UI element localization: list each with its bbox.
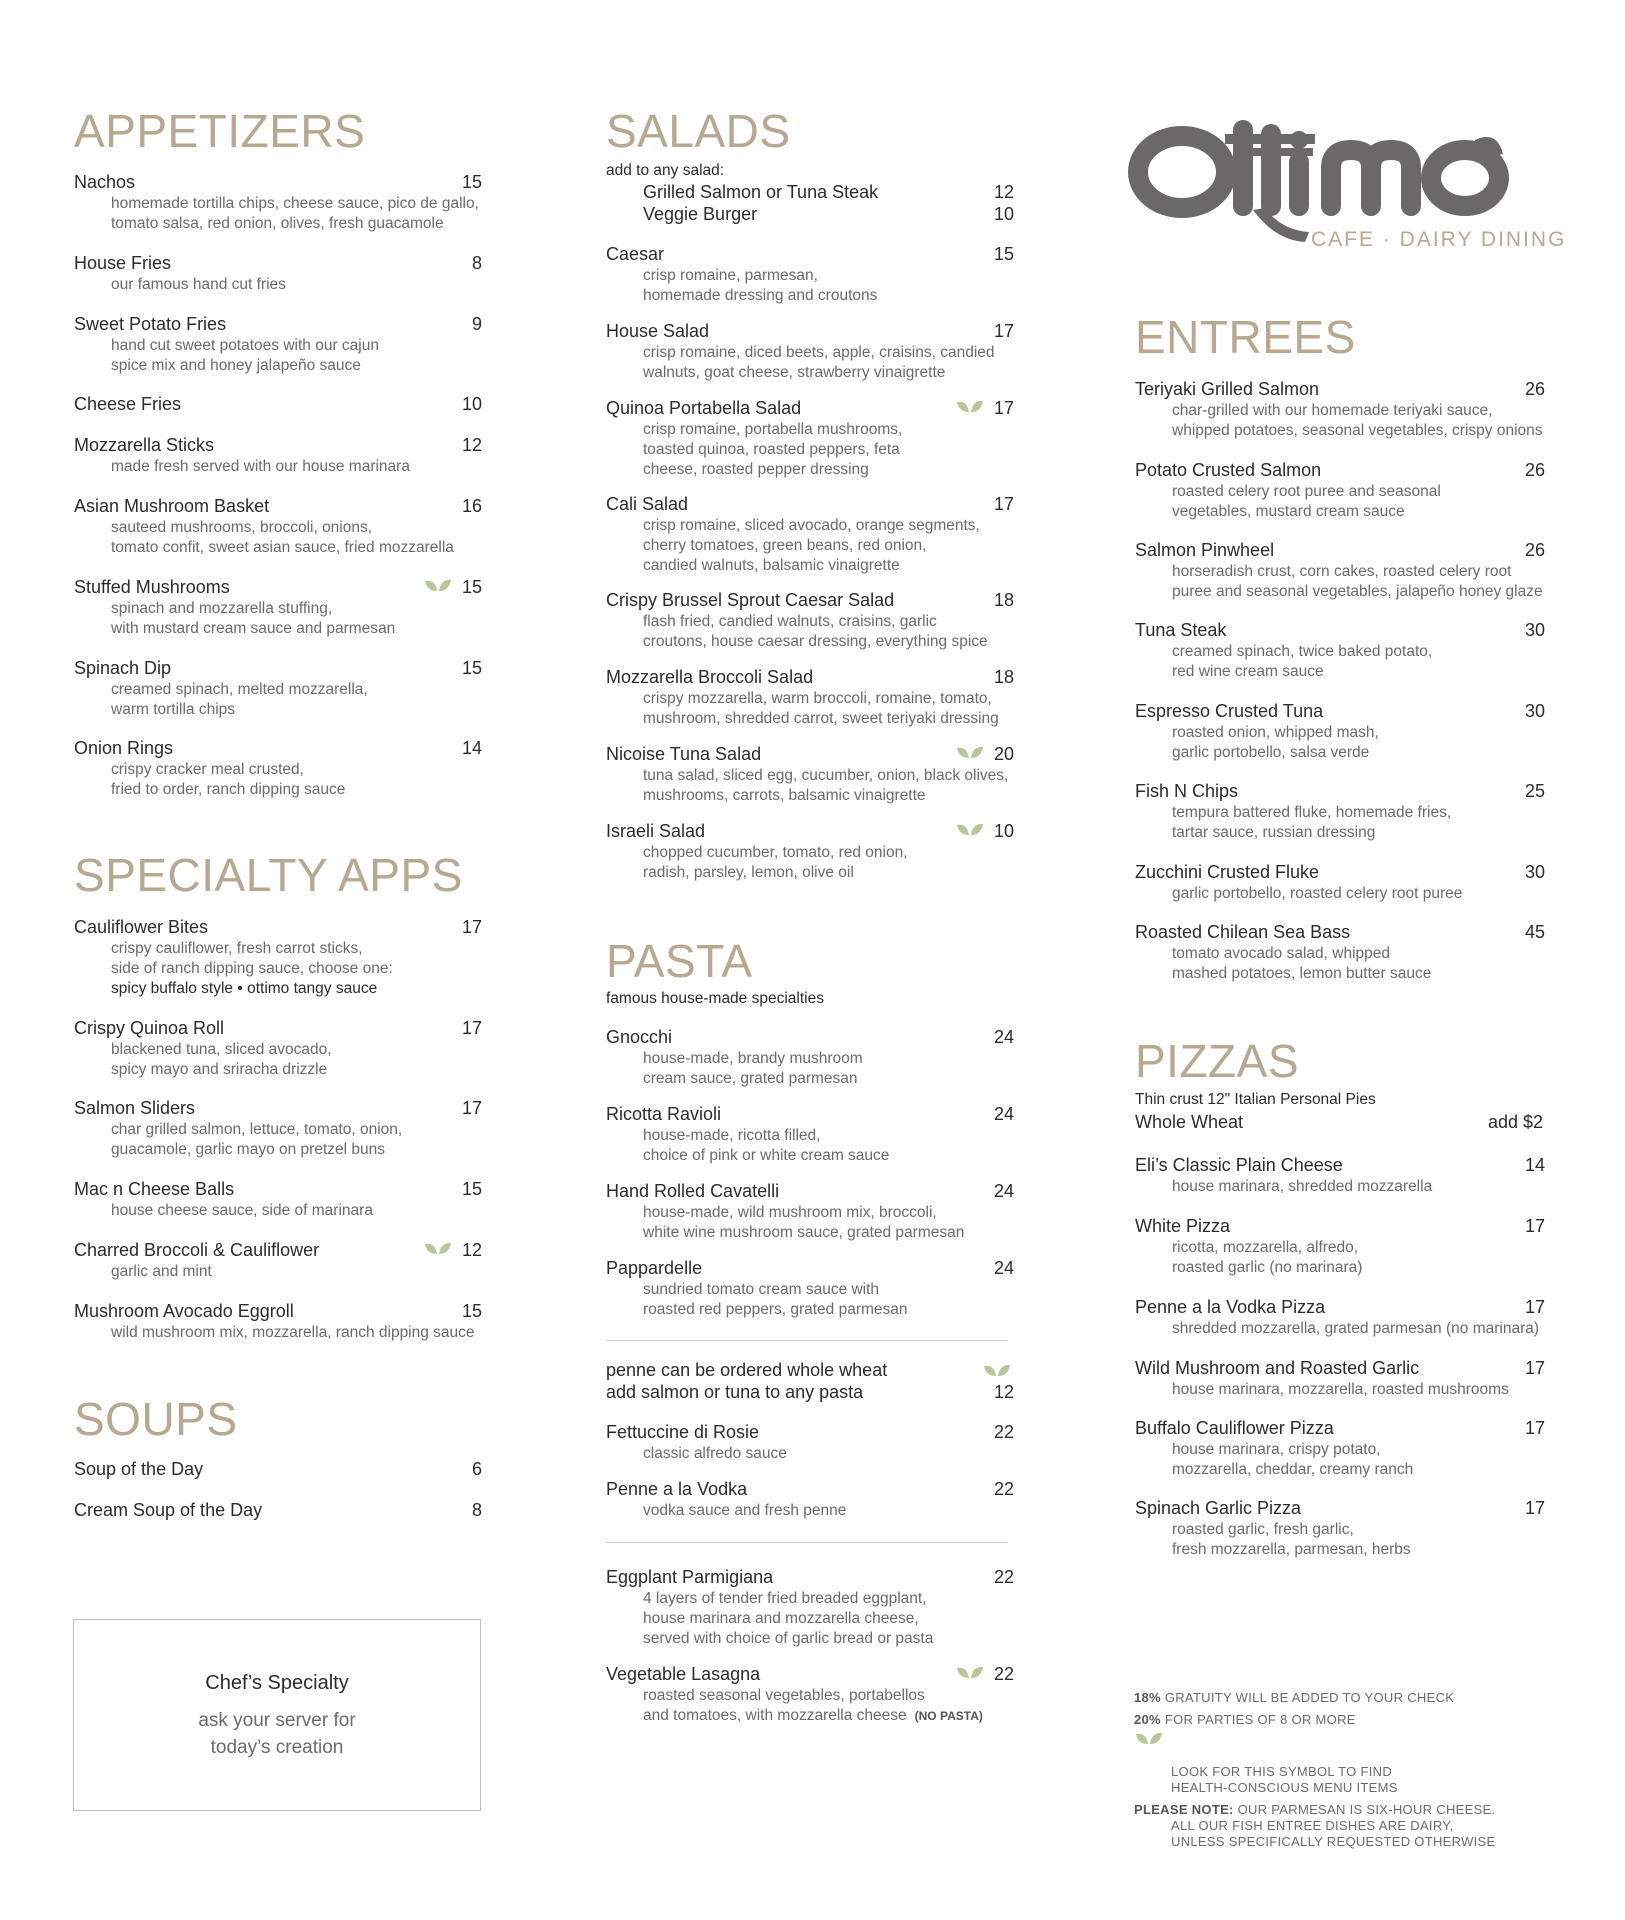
menu-item — [74, 1238, 482, 1282]
item-description: crispy mozzarella, warm broccoli, romaine, tomato, mushroom, shredded carrot, sweet teriyaki dressing — [643, 690, 999, 727]
menu-item — [1135, 1214, 1545, 1278]
menu-item — [74, 1177, 482, 1221]
addon-name: Veggie Burger — [643, 204, 758, 224]
menu-item — [1135, 618, 1545, 682]
menu-item — [606, 1256, 1014, 1320]
item-price: 15 — [993, 244, 1014, 264]
item-description: our famous hand cut fries — [111, 276, 286, 293]
item-description: crispy cauliflower, fresh carrot sticks, side of ranch dipping sauce, choose one: — [111, 940, 393, 977]
item-name: Penne a la Vodka — [606, 1478, 748, 1499]
item-header — [606, 1477, 1014, 1501]
item-header — [74, 1299, 482, 1323]
menu-item — [606, 319, 1014, 383]
item-header — [606, 1420, 1014, 1444]
item-description: sundried tomato cream sauce with roasted red peppers, grated parmesan — [643, 1281, 908, 1318]
item-name: Soup of the Day — [74, 1458, 204, 1479]
leaf-icon — [423, 577, 453, 595]
item-header — [1135, 860, 1545, 884]
item-name: Vegetable Lasagna — [606, 1663, 761, 1684]
menu-item — [74, 1457, 482, 1481]
item-price: 17 — [461, 1098, 482, 1118]
item-name: Potato Crusted Salmon — [1135, 459, 1322, 480]
footer-notes — [1134, 1690, 1574, 1850]
item-price: 16 — [461, 496, 482, 516]
item-name: Crispy Brussel Sprout Caesar Salad — [606, 589, 895, 610]
menu-item — [606, 1420, 1014, 1464]
item-name: Salmon Pinwheel — [1135, 539, 1275, 560]
whole-wheat-label: Whole Wheat — [1135, 1112, 1244, 1132]
item-description: roasted celery root puree and seasonal vegetables, mustard cream sauce — [1172, 483, 1441, 520]
menu-item — [606, 742, 1014, 806]
menu-item — [74, 1299, 482, 1343]
item-name: Cheese Fries — [74, 393, 182, 414]
menu-item — [74, 915, 482, 999]
menu-item — [606, 1102, 1014, 1166]
salad-addon — [606, 182, 1014, 204]
menu-item — [1135, 1153, 1545, 1197]
item-name: Salmon Sliders — [74, 1097, 196, 1118]
item-name: Stuffed Mushrooms — [74, 576, 230, 597]
item-header — [74, 392, 482, 416]
soups-title: SOUPS — [74, 1393, 238, 1445]
item-name: Ricotta Ravioli — [606, 1103, 722, 1124]
item-price: 8 — [471, 1500, 482, 1520]
whole-wheat-option — [1135, 1112, 1543, 1134]
menu-item — [1135, 860, 1545, 904]
item-header — [606, 588, 1014, 612]
pizzas-title: PIZZAS — [1135, 1035, 1300, 1087]
item-description: char grilled salmon, lettuce, tomato, onion, guacamole, garlic mayo on pretzel buns — [111, 1121, 403, 1158]
item-name: Charred Broccoli & Cauliflower — [74, 1239, 320, 1260]
item-name: Hand Rolled Cavatelli — [606, 1180, 780, 1201]
please-note-label: PLEASE NOTE: — [1134, 1802, 1234, 1817]
chef-specialty-title: Chef’s Specialty — [205, 1672, 349, 1694]
item-name: Onion Rings — [74, 737, 174, 758]
pasta-divider-2 — [606, 1542, 1008, 1543]
menu-item — [1135, 1496, 1545, 1560]
item-header — [74, 251, 482, 275]
item-header — [606, 742, 1014, 766]
item-description: tomato avocado salad, whipped mashed potatoes, lemon butter sauce — [1172, 945, 1432, 982]
menu-item — [606, 1662, 1014, 1726]
menu-item — [606, 1565, 1014, 1649]
item-header — [606, 396, 1014, 420]
item-header — [1135, 920, 1545, 944]
item-header — [606, 1102, 1014, 1126]
item-description: garlic portobello, roasted celery root puree — [1172, 885, 1463, 902]
item-description: house-made, ricotta filled, choice of pink or white cream sauce — [643, 1127, 890, 1164]
menu-item — [1135, 920, 1545, 984]
item-name: White Pizza — [1135, 1215, 1231, 1236]
item-price: 15 — [461, 658, 482, 678]
item-price: 18 — [993, 590, 1014, 610]
item-name: Spinach Garlic Pizza — [1135, 1497, 1302, 1518]
item-price: 12 — [461, 435, 482, 455]
item-header — [606, 242, 1014, 266]
item-name: Eli’s Classic Plain Cheese — [1135, 1154, 1343, 1175]
column-middle — [606, 0, 1014, 1920]
item-header — [74, 312, 482, 336]
menu-item — [1135, 1295, 1545, 1339]
item-description: tempura battered fluke, homemade fries, tartar sauce, russian dressing — [1172, 804, 1452, 841]
item-price: 17 — [1524, 1216, 1545, 1236]
item-header — [1135, 1295, 1545, 1319]
item-price: 17 — [461, 1018, 482, 1038]
item-description: blackened tuna, sliced avocado, spicy mayo and sriracha drizzle — [111, 1041, 332, 1078]
item-header — [1135, 779, 1545, 803]
item-header — [1135, 1496, 1545, 1520]
item-description: roasted garlic, fresh garlic, fresh mozzarella, parmesan, herbs — [1172, 1521, 1411, 1558]
item-description: house-made, brandy mushroom cream sauce, grated parmesan — [643, 1050, 863, 1087]
leaf-icon — [1134, 1730, 1164, 1748]
item-description: ricotta, mozzarella, alfredo, roasted garlic (no marinara) — [1172, 1239, 1363, 1276]
menu-item — [74, 575, 482, 639]
item-description: crisp romaine, parmesan, homemade dressing and croutons — [643, 267, 878, 304]
item-name: Mac n Cheese Balls — [74, 1178, 235, 1199]
pasta-option — [606, 1382, 1014, 1404]
menu-item — [1135, 377, 1545, 441]
menu-item — [74, 392, 482, 416]
menu-item — [606, 1477, 1014, 1521]
item-header — [74, 1238, 482, 1262]
menu-item — [606, 242, 1014, 306]
menu-item — [1135, 538, 1545, 602]
menu-item — [606, 588, 1014, 652]
item-description: house cheese sauce, side of marinara — [111, 1202, 373, 1219]
item-name: Pappardelle — [606, 1257, 703, 1278]
item-header — [74, 1457, 482, 1481]
item-price: 15 — [461, 172, 482, 192]
item-price: 15 — [461, 1179, 482, 1199]
item-price: 10 — [993, 821, 1014, 841]
item-price: 17 — [993, 398, 1014, 418]
item-price: 18 — [993, 667, 1014, 687]
item-name: Nachos — [74, 171, 136, 192]
entrees-title: ENTREES — [1135, 311, 1356, 363]
salads-title: SALADS — [606, 105, 791, 157]
item-name: Gnocchi — [606, 1026, 673, 1047]
item-header — [1135, 538, 1545, 562]
menu-item — [74, 433, 482, 477]
item-description: crisp romaine, sliced avocado, orange segments, cherry tomatoes, green beans, red onion, candied walnuts, balsamic vinaigrette — [643, 517, 980, 574]
column-right — [1135, 0, 1543, 1920]
item-header — [74, 170, 482, 194]
symbol-text: LOOK FOR THIS SYMBOL TO FIND HEALTH-CONSCIOUS MENU ITEMS — [1171, 1764, 1398, 1795]
item-name: Mozzarella Broccoli Salad — [606, 666, 814, 687]
item-description: hand cut sweet potatoes with our cajun spice mix and honey jalapeño sauce — [111, 337, 379, 374]
parties-note — [1134, 1712, 1574, 1728]
option-price: 12 — [993, 1382, 1014, 1402]
item-description: chopped cucumber, tomato, red onion, radish, parsley, lemon, olive oil — [643, 844, 908, 881]
item-description: homemade tortilla chips, cheese sauce, pico de gallo, tomato salsa, red onion, olives, fresh guacamole — [111, 195, 479, 232]
item-tag: (NO PASTA) — [914, 1709, 983, 1723]
menu-item — [606, 1025, 1014, 1089]
menu-item — [74, 494, 482, 558]
item-price: 24 — [993, 1027, 1014, 1047]
item-name: Crispy Quinoa Roll — [74, 1017, 225, 1038]
item-name: Cali Salad — [606, 493, 689, 514]
item-price: 15 — [461, 1301, 482, 1321]
item-description: creamed spinach, melted mozzarella, warm tortilla chips — [111, 681, 368, 718]
item-price: 30 — [1524, 620, 1545, 640]
item-header — [74, 915, 482, 939]
item-price: 17 — [1524, 1297, 1545, 1317]
item-name: Israeli Salad — [606, 820, 706, 841]
item-header — [1135, 1214, 1545, 1238]
option-name: add salmon or tuna to any pasta — [606, 1382, 864, 1402]
item-name: Teriyaki Grilled Salmon — [1135, 378, 1320, 399]
item-header — [74, 1177, 482, 1201]
item-name: Eggplant Parmigiana — [606, 1566, 774, 1587]
item-price: 25 — [1524, 781, 1545, 801]
item-header — [606, 665, 1014, 689]
item-header — [606, 1256, 1014, 1280]
chef-specialty-text: ask your server for today’s creation — [198, 1710, 356, 1758]
item-description: house marinara, mozzarella, roasted mushrooms — [1172, 1381, 1509, 1398]
item-name: Asian Mushroom Basket — [74, 495, 270, 516]
chef-specialty-box — [73, 1619, 481, 1811]
item-header — [606, 819, 1014, 843]
menu-item — [606, 396, 1014, 480]
addon-price: 12 — [993, 182, 1014, 202]
item-description: tuna salad, sliced egg, cucumber, onion, black olives, mushrooms, carrots, balsamic vinaigrette — [643, 767, 1009, 804]
item-price: 15 — [461, 577, 482, 597]
item-header — [74, 575, 482, 599]
menu-item — [1135, 1416, 1545, 1480]
addon-price: 10 — [993, 204, 1014, 224]
item-price: 17 — [993, 494, 1014, 514]
item-description: shredded mozzarella, grated parmesan (no marinara) — [1172, 1320, 1540, 1337]
leaf-icon — [955, 821, 985, 839]
item-description: house marinara, shredded mozzarella — [1172, 1178, 1433, 1195]
item-header — [1135, 618, 1545, 642]
menu-item — [74, 251, 482, 295]
gratuity-text: GRATUITY WILL BE ADDED TO YOUR CHECK — [1160, 1690, 1455, 1705]
item-name: Roasted Chilean Sea Bass — [1135, 921, 1351, 942]
item-header — [1135, 1356, 1545, 1380]
item-description: flash fried, candied walnuts, craisins, garlic croutons, house caesar dressing, everything spice — [643, 613, 988, 650]
item-extra: spicy buffalo style • ottimo tangy sauce — [111, 980, 378, 997]
salad-addon — [606, 204, 1014, 226]
pasta-option — [606, 1360, 1014, 1382]
item-description: 4 layers of tender fried breaded eggplant, house marinara and mozzarella cheese, served with choice of garlic bread or pasta — [643, 1590, 934, 1647]
item-price: 24 — [993, 1104, 1014, 1124]
leaf-icon — [955, 1664, 985, 1682]
specialty-apps-title: SPECIALTY APPS — [74, 849, 463, 901]
item-price: 24 — [993, 1181, 1014, 1201]
item-description: house marinara, crispy potato, mozzarella, cheddar, creamy ranch — [1172, 1441, 1414, 1478]
item-header — [606, 319, 1014, 343]
item-price: 26 — [1524, 379, 1545, 399]
leaf-icon — [423, 1240, 453, 1258]
item-price: 17 — [993, 321, 1014, 341]
item-name: Mushroom Avocado Eggroll — [74, 1300, 294, 1321]
option-name: penne can be ordered whole wheat — [606, 1360, 888, 1380]
item-description: sauteed mushrooms, broccoli, onions, tomato confit, sweet asian sauce, fried mozzarella — [111, 519, 454, 556]
item-price: 24 — [993, 1258, 1014, 1278]
item-price: 45 — [1524, 922, 1545, 942]
leaf-icon — [955, 398, 985, 416]
parties-percent: 20% — [1134, 1712, 1161, 1727]
menu-item — [606, 1179, 1014, 1243]
item-description: char-grilled with our homemade teriyaki sauce, whipped potatoes, seasonal vegetables, crispy onions — [1172, 402, 1543, 439]
pasta-note: famous house-made specialties — [606, 990, 824, 1007]
item-price: 10 — [461, 394, 482, 414]
item-header — [606, 1179, 1014, 1203]
please-note — [1134, 1802, 1574, 1818]
item-header — [74, 1096, 482, 1120]
item-description: crisp romaine, diced beets, apple, craisins, candied walnuts, goat cheese, strawberry vinaigrette — [643, 344, 995, 381]
pasta-divider-1 — [606, 1340, 1008, 1341]
item-name: Buffalo Cauliflower Pizza — [1135, 1417, 1334, 1438]
symbol-note — [1134, 1732, 1574, 1796]
leaf-icon — [982, 1362, 1012, 1380]
gratuity-percent: 18% — [1134, 1690, 1161, 1705]
item-name: House Fries — [74, 252, 172, 273]
menu-item — [74, 1498, 482, 1522]
item-name: Espresso Crusted Tuna — [1135, 700, 1324, 721]
item-price: 22 — [993, 1479, 1014, 1499]
item-price: 26 — [1524, 460, 1545, 480]
item-price: 6 — [471, 1459, 482, 1479]
menu-item — [606, 665, 1014, 729]
menu-item — [74, 736, 482, 800]
item-price: 22 — [993, 1422, 1014, 1442]
item-description: crisp romaine, portabella mushrooms, toasted quinoa, roasted peppers, feta cheese, roasted pepper dressing — [643, 421, 903, 478]
item-name: Penne a la Vodka Pizza — [1135, 1296, 1326, 1317]
item-name: Quinoa Portabella Salad — [606, 397, 802, 418]
item-price: 30 — [1524, 701, 1545, 721]
item-name: Sweet Potato Fries — [74, 313, 227, 334]
item-header — [606, 1565, 1014, 1589]
item-price: 12 — [461, 1240, 482, 1260]
item-price: 22 — [993, 1567, 1014, 1587]
item-price: 17 — [1524, 1358, 1545, 1378]
appetizers-title: APPETIZERS — [74, 105, 366, 157]
item-price: 17 — [461, 917, 482, 937]
leaf-icon — [955, 744, 985, 762]
menu-item — [1135, 699, 1545, 763]
item-price: 14 — [1524, 1155, 1545, 1175]
parties-text: FOR PARTIES OF 8 OR MORE — [1160, 1712, 1356, 1727]
item-header — [1135, 377, 1545, 401]
item-description: roasted onion, whipped mash, garlic portobello, salsa verde — [1172, 724, 1379, 761]
item-name: House Salad — [606, 320, 710, 341]
menu-item — [606, 819, 1014, 883]
menu-item — [74, 1016, 482, 1080]
pasta-title: PASTA — [606, 935, 753, 987]
menu-item — [74, 1096, 482, 1160]
addon-name: Grilled Salmon or Tuna Steak — [643, 182, 879, 202]
item-header — [1135, 1416, 1545, 1440]
item-header — [606, 1662, 1014, 1686]
whole-wheat-price: add $2 — [1487, 1112, 1543, 1132]
item-name: Mozzarella Sticks — [74, 434, 215, 455]
item-description: wild mushroom mix, mozzarella, ranch dipping sauce — [111, 1324, 475, 1341]
menu-item — [1135, 779, 1545, 843]
item-price: 17 — [1524, 1418, 1545, 1438]
item-header — [74, 736, 482, 760]
brand-tagline: CAFE · DAIRY DINING — [1311, 228, 1567, 251]
please-note-text: OUR PARMESAN IS SIX-HOUR CHEESE. — [1233, 1802, 1496, 1817]
item-name: Tuna Steak — [1135, 619, 1227, 640]
item-description: horseradish crust, corn cakes, roasted celery root puree and seasonal vegetables, jalapeño honey glaze — [1172, 563, 1543, 600]
item-header — [1135, 1153, 1545, 1177]
item-header — [1135, 699, 1545, 723]
item-price: 14 — [461, 738, 482, 758]
item-description: made fresh served with our house marinara — [111, 458, 410, 475]
menu-item — [74, 656, 482, 720]
item-name: Zucchini Crusted Fluke — [1135, 861, 1320, 882]
item-header — [606, 1025, 1014, 1049]
gratuity-note — [1134, 1690, 1574, 1706]
item-price: 22 — [993, 1664, 1014, 1684]
item-header — [1135, 458, 1545, 482]
item-price: 8 — [471, 253, 482, 273]
item-price: 9 — [471, 314, 482, 334]
item-description: vodka sauce and fresh penne — [643, 1502, 847, 1519]
item-name: Wild Mushroom and Roasted Garlic — [1135, 1357, 1420, 1378]
menu-item — [606, 492, 1014, 576]
item-name: Nicoise Tuna Salad — [606, 743, 762, 764]
item-description: creamed spinach, twice baked potato, red wine cream sauce — [1172, 643, 1433, 680]
item-header — [74, 494, 482, 518]
item-name: Cauliflower Bites — [74, 916, 209, 937]
item-header — [74, 433, 482, 457]
item-description: roasted seasonal vegetables, portabellos and tomatoes, with mozzarella cheese (NO PASTA) — [643, 1687, 983, 1724]
menu-item — [74, 170, 482, 234]
item-header — [74, 656, 482, 680]
item-name: Cream Soup of the Day — [74, 1499, 263, 1520]
item-description: crispy cracker meal crusted, fried to order, ranch dipping sauce — [111, 761, 346, 798]
item-price: 20 — [993, 744, 1014, 764]
item-price: 30 — [1524, 862, 1545, 882]
item-header — [606, 492, 1014, 516]
item-name: Caesar — [606, 243, 665, 264]
salads-note: add to any salad: — [606, 162, 725, 179]
menu-item — [74, 312, 482, 376]
item-name: Spinach Dip — [74, 657, 172, 678]
item-name: Fish N Chips — [1135, 780, 1239, 801]
item-description: garlic and mint — [111, 1263, 212, 1280]
menu-item — [1135, 1356, 1545, 1400]
menu-item — [1135, 458, 1545, 522]
item-description: spinach and mozzarella stuffing, with mustard cream sauce and parmesan — [111, 600, 396, 637]
item-price: 26 — [1524, 540, 1545, 560]
item-header — [74, 1498, 482, 1522]
item-header — [74, 1016, 482, 1040]
item-description: house-made, wild mushroom mix, broccoli, white wine mushroom sauce, grated parmesan — [643, 1204, 965, 1241]
item-description: classic alfredo sauce — [643, 1445, 787, 1462]
please-note-2: ALL OUR FISH ENTREE DISHES ARE DAIRY, UNLESS SPECIFICALLY REQUESTED OTHERWISE — [1171, 1818, 1496, 1849]
pizzas-note: Thin crust 12" Italian Personal Pies — [1135, 1091, 1376, 1108]
item-name: Fettuccine di Rosie — [606, 1421, 760, 1442]
item-price: 17 — [1524, 1498, 1545, 1518]
